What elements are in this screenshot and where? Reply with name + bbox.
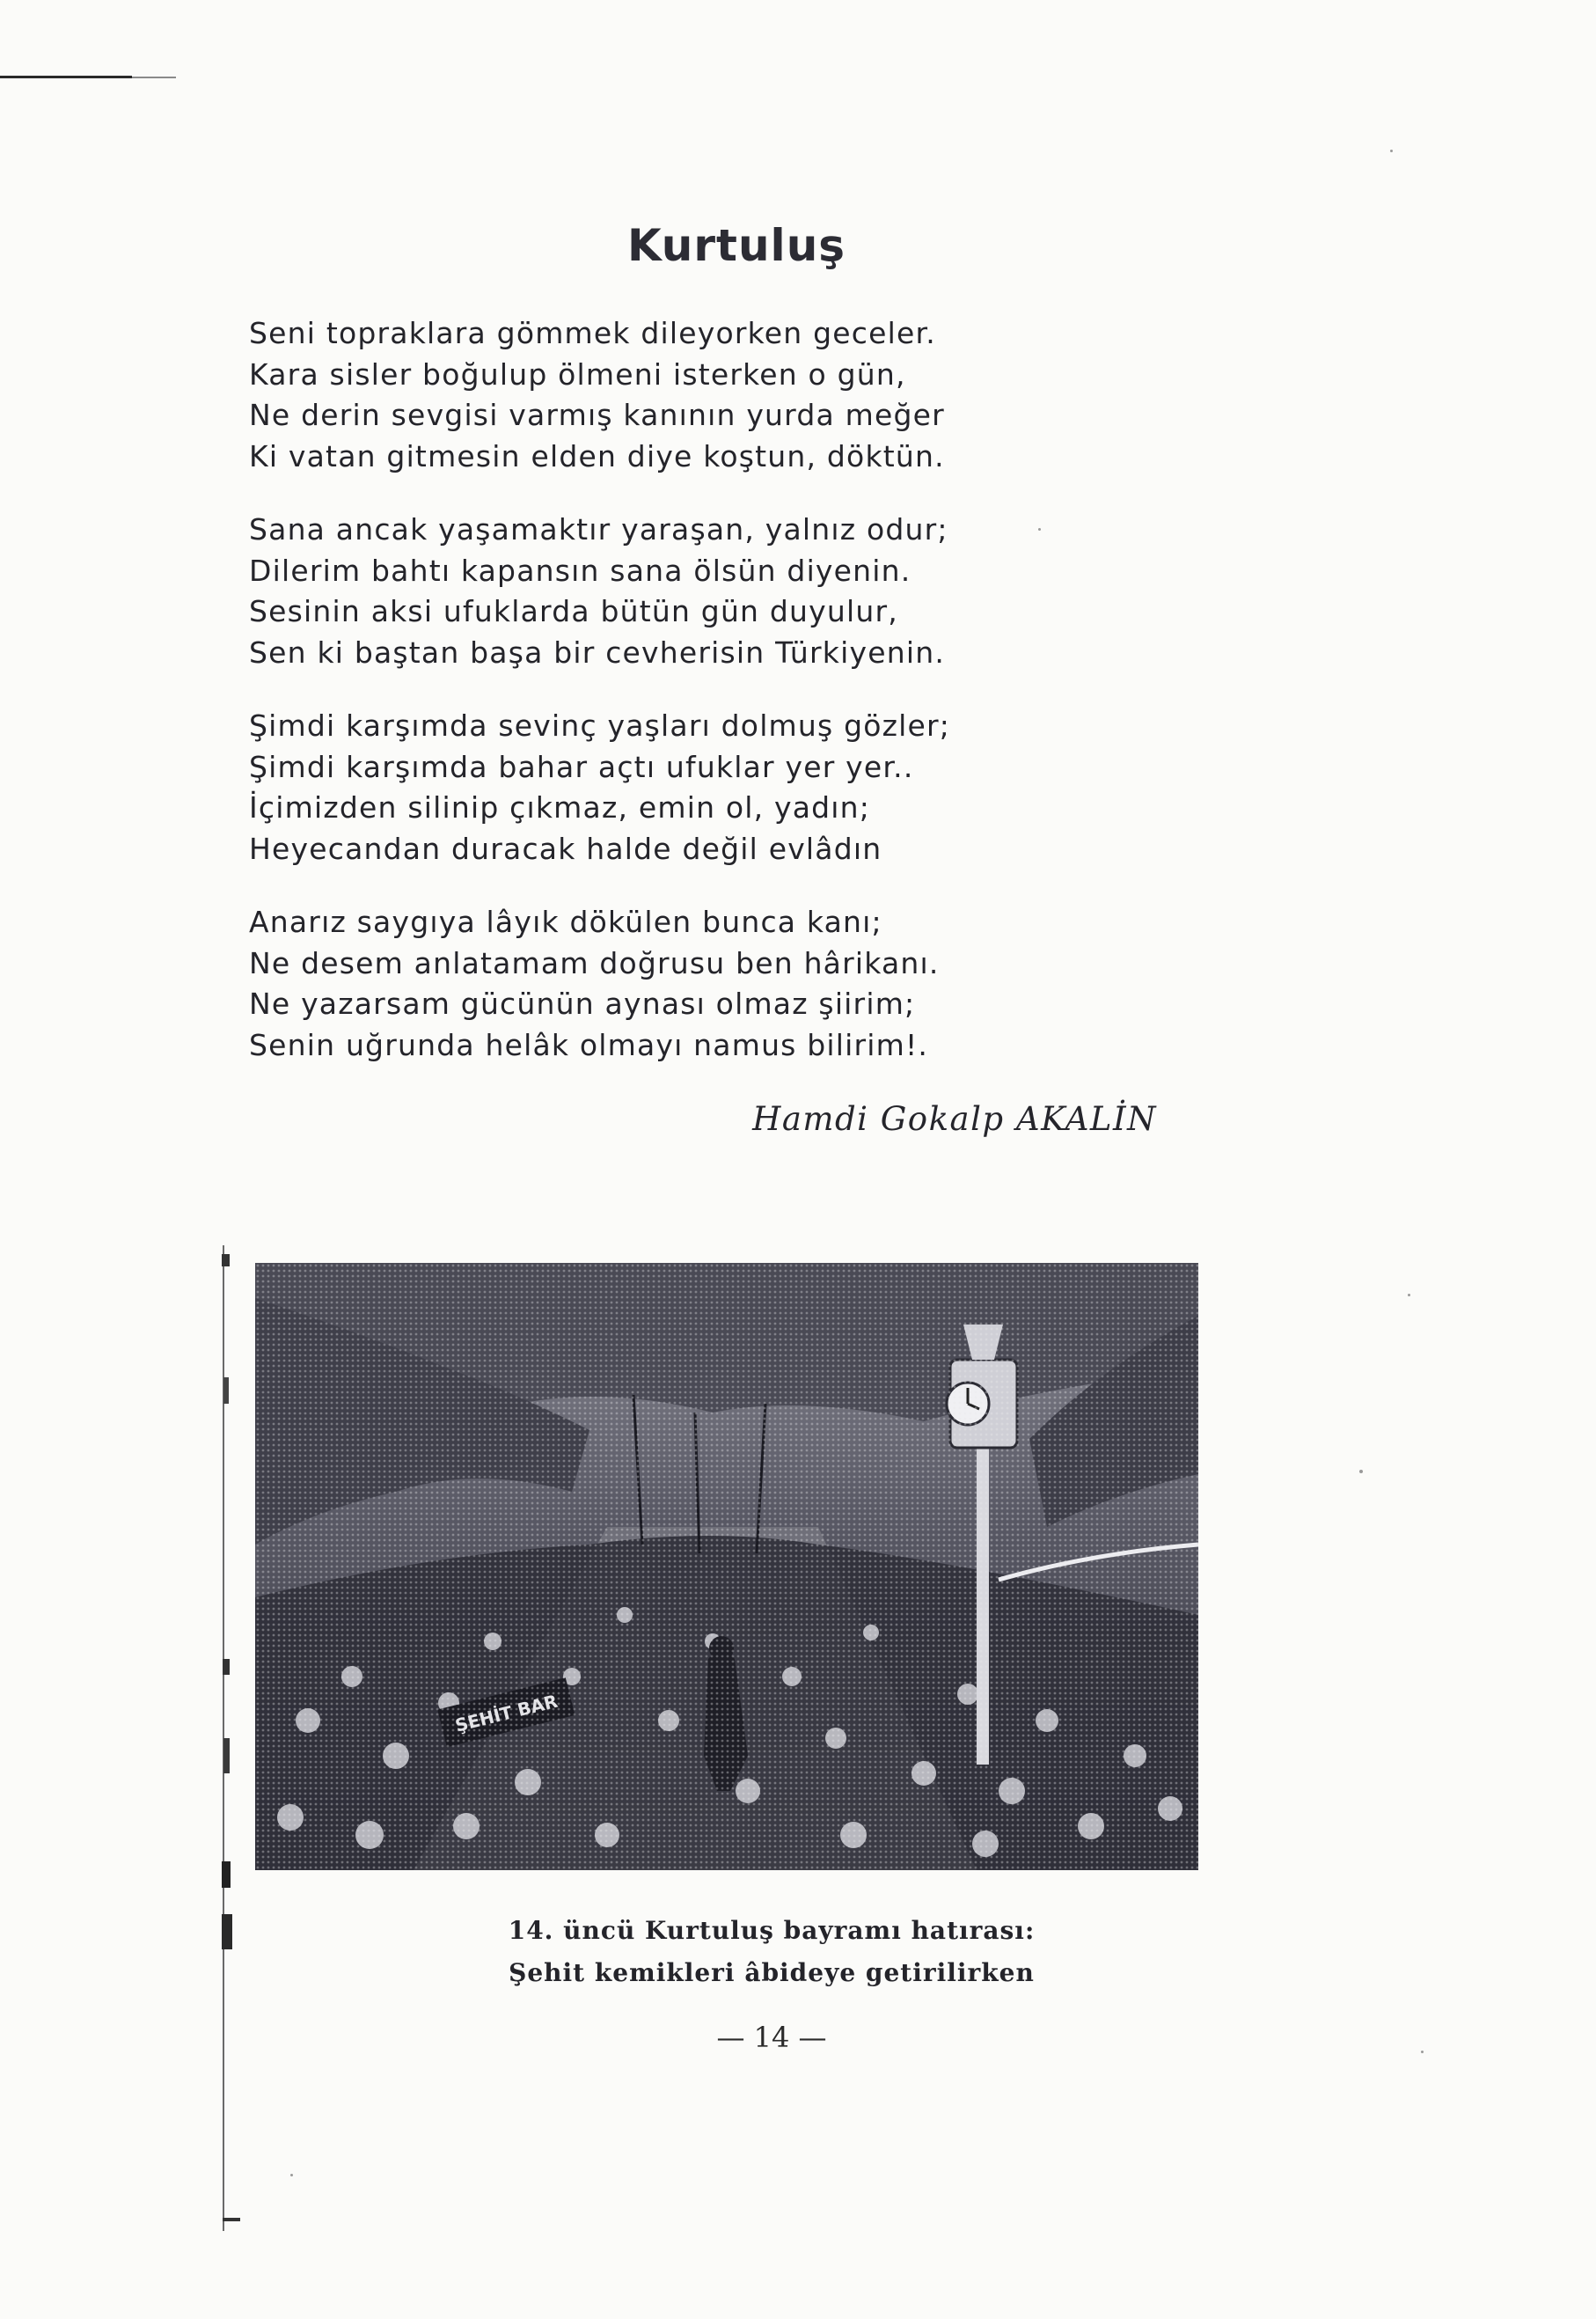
caption-line-1: 14. üncü Kurtuluş bayramı hatırası: <box>508 1916 1036 1945</box>
scan-speck <box>1038 528 1041 531</box>
stanza-4 <box>249 902 1041 1066</box>
scan-speck <box>290 2174 293 2176</box>
poem-body <box>249 313 1041 1098</box>
scan-edge-marks <box>220 1245 242 2319</box>
top-rule-line <box>0 76 132 78</box>
caption-line-2: Şehit kemikleri âbideye getirilirken <box>509 1958 1035 1987</box>
poem-line: Seni topraklara gömmek dileyorken geceler. <box>249 316 936 350</box>
poem-line: Anarız saygıya lâyık dökülen bunca kanı; <box>249 905 882 939</box>
photo-caption <box>0 1910 1570 1994</box>
poem-line: Sana ancak yaşamaktır yaraşan, yalnız odur; <box>249 512 948 547</box>
poem-line: Heyecandan duracak halde değil evlâdın <box>249 831 882 866</box>
stanza-2 <box>249 510 1041 673</box>
poem-line: Ne derin sevgisi varmış kanının yurda meğer <box>249 398 945 432</box>
poem-line: Kara sisler boğulup ölmeni isterken o gün, <box>249 356 906 392</box>
stanza-1 <box>249 313 1041 477</box>
poem-line: Senin uğrunda helâk olmayı namus bilirim!. <box>249 1027 929 1062</box>
top-rule-faint <box>132 77 176 78</box>
poem-line: İçimizden silinip çıkmaz, emin ol, yadın; <box>249 790 871 825</box>
poem-line: Ki vatan gitmesin elden diye koştun, döktün. <box>249 438 945 473</box>
scan-speck <box>1390 150 1393 152</box>
stanza-3 <box>249 706 1041 870</box>
poem-line: Dilerim bahtı kapansın sana ölsün diyenin. <box>249 553 911 588</box>
author-signature: Hamdi Gokalp AKALİN <box>752 1100 1157 1138</box>
procession-photo-image <box>255 1263 1198 1870</box>
scan-speck <box>1408 1294 1410 1296</box>
poem-title: Kurtuluş <box>626 220 846 271</box>
page-number: — 14 — <box>716 2021 827 2054</box>
poem-line: Şimdi karşımda bahar açtı ufuklar yer yer.. <box>249 749 914 784</box>
poem-line: Şimdi karşımda sevinç yaşları dolmuş gözler; <box>249 708 951 743</box>
poem-line: Sen ki baştan başa bir cevherisin Türkiyenin. <box>249 635 946 670</box>
scan-speck <box>1421 2051 1424 2053</box>
poem-line: Sesinin aksi ufuklarda bütün gün duyulur, <box>249 594 898 628</box>
procession-photo <box>255 1263 1198 1870</box>
scan-speck <box>1359 1470 1363 1473</box>
poem-line: Ne desem anlatamam doğrusu ben hârikanı. <box>249 945 940 980</box>
poem-line: Ne yazarsam gücünün aynası olmaz şiirim; <box>249 987 916 1021</box>
